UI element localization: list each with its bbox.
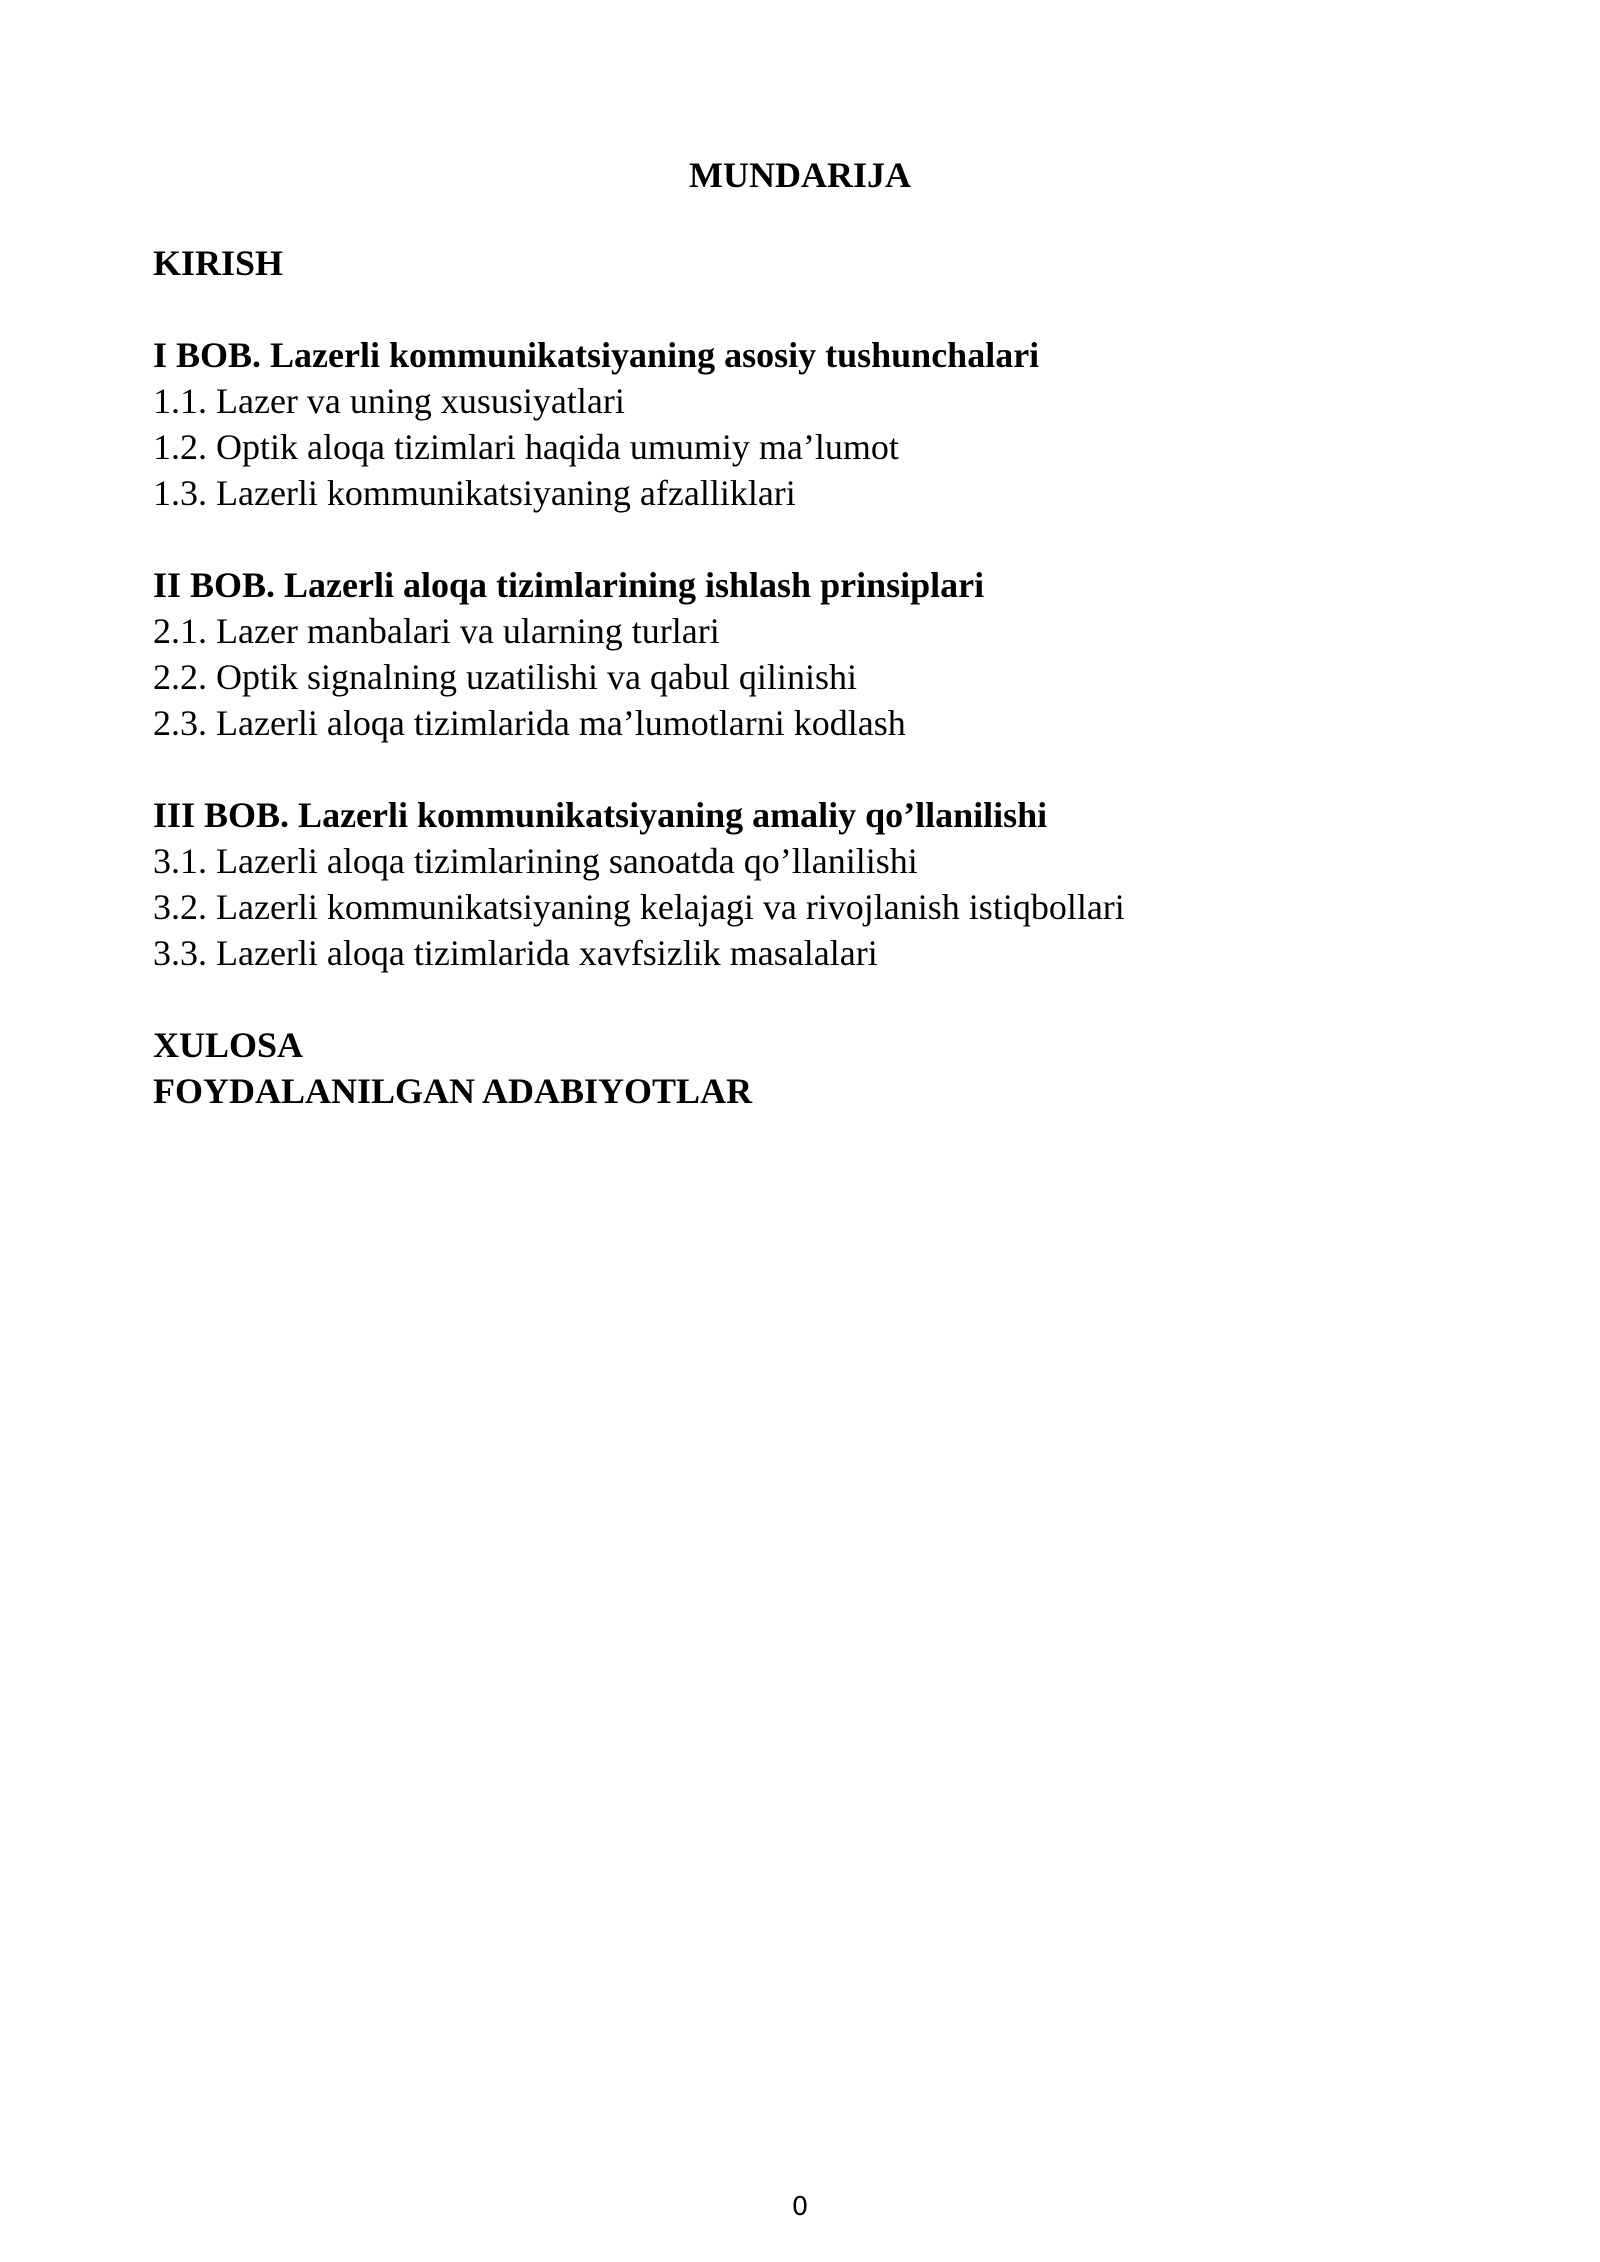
toc-chapter-3 — [153, 792, 1453, 976]
chapter-heading: II BOB. Lazerli aloqa tizimlarining ishlash prinsiplari — [153, 565, 985, 605]
chapter-heading: I BOB. Lazerli kommunikatsiyaning asosiy tushunchalari — [153, 335, 1040, 375]
toc-section: 3.3. Lazerli aloqa tizimlarida xavfsizlik masalalari — [153, 933, 878, 973]
toc-conclusion: XULOSA — [153, 1025, 304, 1065]
toc-intro: KIRISH — [153, 243, 284, 283]
spacer — [153, 746, 1453, 792]
toc-section: 2.1. Lazer manbalari va ularning turlari — [153, 611, 720, 651]
page-number: 0 — [791, 2192, 809, 2222]
toc-section: 2.3. Lazerli aloqa tizimlarida ma’lumotlarni kodlash — [153, 703, 906, 743]
page-title: MUNDARIJA — [689, 155, 911, 195]
toc-chapter-1 — [153, 332, 1453, 516]
toc-references: FOYDALANILGAN ADABIYOTLAR — [153, 1071, 753, 1111]
spacer — [153, 286, 1453, 332]
chapter-heading: III BOB. Lazerli kommunikatsiyaning amaliy qo’llanilishi — [153, 795, 1048, 835]
toc-section: 3.2. Lazerli kommunikatsiyaning kelajagi va rivojlanish istiqbollari — [153, 887, 1125, 927]
toc-section: 3.1. Lazerli aloqa tizimlarining sanoatda qo’llanilishi — [153, 841, 918, 881]
toc-section: 1.1. Lazer va uning xususiyatlari — [153, 381, 625, 421]
spacer — [153, 516, 1453, 562]
toc-section: 1.3. Lazerli kommunikatsiyaning afzalliklari — [153, 473, 796, 513]
toc-section: 1.2. Optik aloqa tizimlari haqida umumiy ma’lumot — [153, 427, 899, 467]
toc-chapter-2 — [153, 562, 1453, 746]
table-of-contents — [153, 240, 1453, 1114]
toc-section: 2.2. Optik signalning uzatilishi va qabul qilinishi — [153, 657, 857, 697]
spacer — [153, 976, 1453, 1022]
